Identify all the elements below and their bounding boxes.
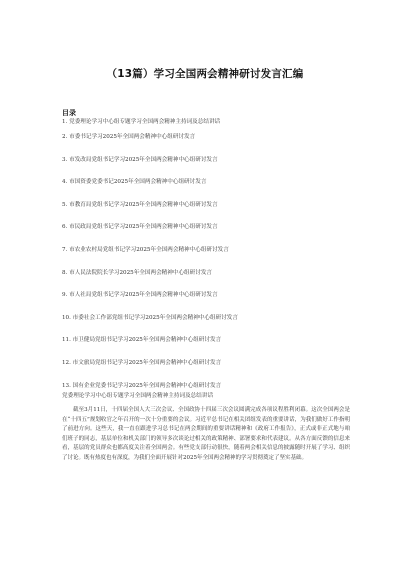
toc-item: 6. 市民政局党组书记学习2025年全国两会精神中心组研讨发言	[62, 224, 218, 231]
document-title: （13篇）学习全国两会精神研讨发言汇编	[106, 68, 304, 80]
toc-item: 2. 市委书记学习2025年全国两会精神中心组研讨发言	[62, 134, 196, 140]
toc-item: 4. 市国资委党委书记2025年全国两会精神中心组研讨发言	[62, 179, 207, 186]
toc-item: 10. 市委社会工作部党组书记学习2025年全国两会精神中心组研讨发言	[62, 314, 238, 321]
toc-heading: 目录	[62, 109, 76, 117]
table-of-contents	[62, 119, 362, 405]
toc-item: 9. 市人社局党组书记学习2025年全国两会精神中心组研讨发言	[62, 292, 218, 299]
toc-item: 12. 市文旅局党组书记学习2025年全国两会精神中心组研讨发言	[62, 359, 222, 366]
toc-item: 11. 市卫健局党组书记学习2025年全国两会精神中心组研讨发言	[62, 337, 222, 344]
toc-item: 8. 市人民法院院长学习2025年全国两会精神中心组研讨发言	[62, 269, 213, 276]
toc-item: 13. 国有企业党委书记学习2025年全国两会精神中心组研讨发言	[62, 382, 222, 389]
toc-item: 1. 党委理论学习中心组专题学习全国两会精神主持词及总结讲话	[62, 119, 221, 125]
section-heading: 党委理论学习中心组专题学习全国两会精神主持词及总结讲话	[62, 393, 214, 399]
toc-item: 3. 市发改局党组书记学习2025年全国两会精神中心组研讨发言	[62, 156, 218, 163]
body-paragraph: 截至3月11日，十四届全国人大三次会议、全国政协十四届三次会议圆满完成各项议程胜利闭幕。这次全国两会是在“十四五”规划收官之年召开的一次十分重要的会议。习近平总书记在相关团组发表的重要讲话，为我们做好工作指明了前进方向。这些天，我一直在跟进学习总书记在两会期间的重要讲话精神和《政府工作报告》，正式或非正式地与咱们班子的同志，基层单位和机关部门的领导多次谈论过相关的政策精神、部署要求和代表建议。从各方面反馈的信息来看，基层的党员群众也都高度关注着全国两会。有些党支部行动很快，随着两会相关信息的披露随时开展了学习、组织了讨论。既有热度也有深度，为我们全面开展针对2025年全国两会精神的学习贯彻奠定了坚实基础。	[62, 407, 350, 461]
toc-item: 7. 市农业农村局党组书记学习2025年全国两会精神中心组研讨发言	[62, 246, 229, 253]
toc-item: 5. 市教育局党组书记学习2025年全国两会精神中心组研讨发言	[62, 201, 218, 208]
